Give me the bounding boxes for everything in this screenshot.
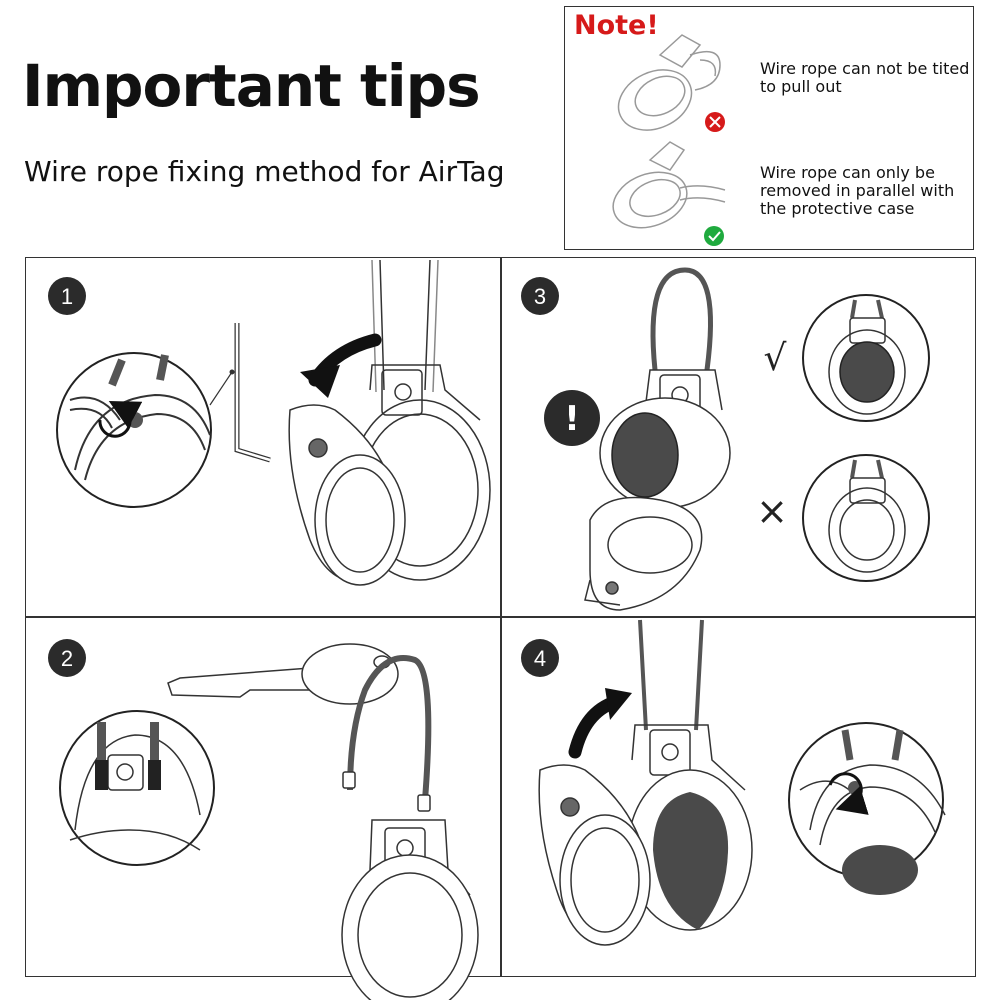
step-2-badge [48,639,86,677]
step-1-art [57,260,490,585]
green-check-icon [704,226,724,246]
step-3-art [544,270,929,610]
note-illustration-tilted [609,35,720,141]
correct-mark: √ [763,338,787,379]
note-item-1-text: Wire rope can not be tited to pull out [760,59,970,96]
warning-mark: ! [564,399,580,439]
note-item-2-text: Wire rope can only be removed in parallel with the protective case [760,163,955,218]
note-illustration-parallel [605,142,725,237]
red-cross-icon [705,112,725,132]
page-subtitle: Wire rope fixing method for AirTag [24,155,505,188]
step-4-number: 4 [533,646,547,671]
step-1-badge [48,277,86,315]
note-label: Note! [574,10,659,41]
step-4-art [539,620,945,945]
step-2-art [60,644,478,1000]
incorrect-mark: × [756,489,788,533]
step-4-badge [521,639,559,677]
step-2-number: 2 [60,646,74,671]
page-title: Important tips [22,52,480,120]
step-1-number: 1 [60,284,74,309]
step-3-number: 3 [533,284,547,309]
step-3-badge [521,277,559,315]
